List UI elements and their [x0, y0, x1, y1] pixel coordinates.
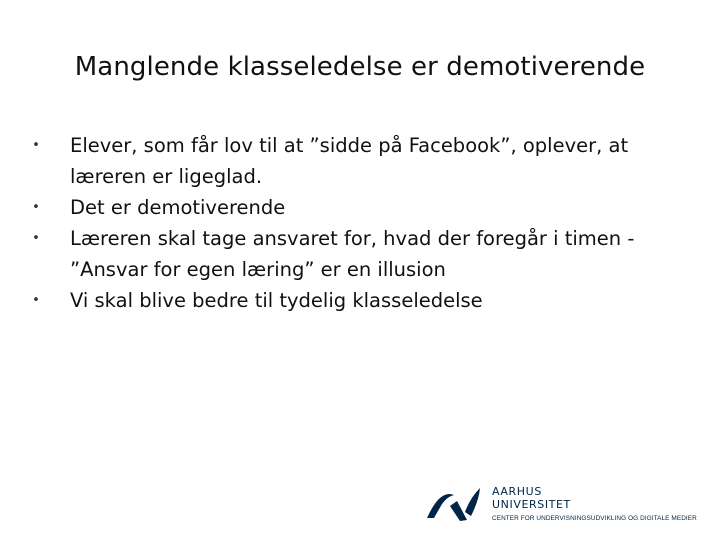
logo-name-line: UNIVERSITET	[492, 498, 571, 511]
bullet-text-line: Læreren skal tage ansvaret for, hvad der foregår i timen -	[70, 227, 635, 250]
bullet-item	[30, 192, 690, 223]
bullet-text-line: læreren er ligeglad.	[70, 165, 263, 188]
bullet-marker: •	[32, 138, 40, 153]
bullet-item	[30, 223, 690, 285]
bullet-text-line: Elever, som får lov til at ”sidde på Facebook”, oplever, at	[70, 134, 629, 157]
aarhus-university-logo-icon	[424, 484, 482, 528]
logo-name	[492, 485, 571, 511]
bullet-text-line: Vi skal blive bedre til tydelig klasseledelse	[70, 289, 483, 312]
university-logo	[424, 484, 714, 530]
bullet-marker: •	[32, 200, 40, 215]
bullet-text-line: Det er demotiverende	[70, 196, 286, 219]
bullet-marker: •	[32, 231, 40, 246]
logo-name-line: AARHUS	[492, 485, 542, 498]
logo-subline: CENTER FOR UNDERVISNINGSUDVIKLING OG DIGITALE MEDIER	[492, 515, 697, 522]
bullet-text-line: ”Ansvar for egen læring” er en illusion	[70, 258, 446, 281]
bullet-marker: •	[32, 293, 40, 308]
bullet-list	[30, 130, 690, 316]
bullet-item	[30, 130, 690, 192]
bullet-item	[30, 285, 690, 316]
slide-title: Manglende klasseledelse er demotiverende	[74, 52, 646, 82]
